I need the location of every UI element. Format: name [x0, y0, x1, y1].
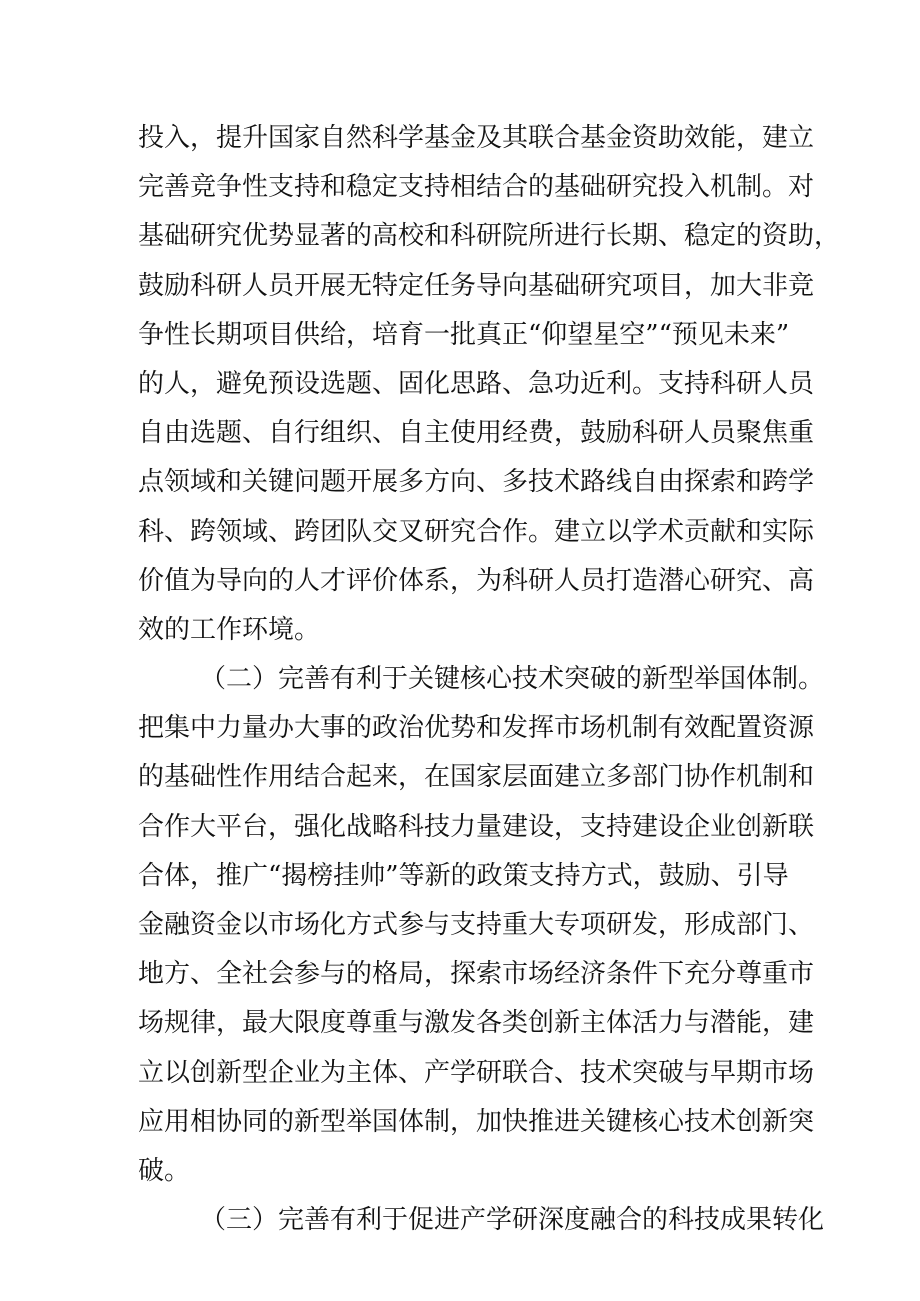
- paragraph-line: 的人，避免预设选题、固化思路、急功近利。支持科研人员: [138, 368, 815, 399]
- paragraph-line: 基础研究优势显著的高校和科研院所进行长期、稳定的资助，: [138, 221, 841, 252]
- paragraph-line: 把集中力量办大事的政治优势和发挥市场机制有效配置资源: [138, 713, 815, 744]
- paragraph-line: 自由选题、自行组织、自主使用经费，鼓励科研人员聚焦重: [138, 418, 815, 449]
- document-body: [138, 114, 841, 1245]
- paragraph-line: 合体，推广“揭榜挂帅”等新的政策支持方式，鼓励、引导: [138, 860, 789, 891]
- paragraph-line: 争性长期项目供给，培育一批真正“仰望星空”“预见未来”: [138, 319, 790, 350]
- paragraph-line: 破。: [138, 1155, 191, 1186]
- paragraph-line: 合作大平台，强化战略科技力量建设，支持建设企业创新联: [138, 811, 815, 842]
- paragraph-line: 的基础性作用结合起来，在国家层面建立多部门协作机制和: [138, 762, 815, 793]
- section-heading-line: （二）完善有利于关键核心技术突破的新型举国体制。: [200, 664, 825, 695]
- section-heading-line: （三）完善有利于促进产学研深度融合的科技成果转化: [200, 1205, 825, 1236]
- paragraph-line: 科、跨领域、跨团队交叉研究合作。建立以学术贡献和实际: [138, 516, 815, 547]
- paragraph-line: 应用相协同的新型举国体制，加快推进关键核心技术创新突: [138, 1106, 815, 1137]
- paragraph-line: 投入，提升国家自然科学基金及其联合基金资助效能，建立: [138, 123, 815, 153]
- paragraph-line: 金融资金以市场化方式参与支持重大专项研发，形成部门、: [138, 910, 815, 940]
- paragraph-line: 价值为导向的人才评价体系，为科研人员打造潜心研究、高: [138, 565, 815, 596]
- paragraph-line: 点领域和关键问题开展多方向、多技术路线自由探索和跨学: [138, 467, 815, 498]
- paragraph-line: 完善竞争性支持和稳定支持相结合的基础研究投入机制。对: [138, 172, 815, 203]
- paragraph-line: 立以创新型企业为主体、产学研联合、技术突破与早期市场: [138, 1057, 815, 1088]
- paragraph-line: 地方、全社会参与的格局，探索市场经济条件下充分尊重市: [138, 959, 815, 990]
- paragraph-line: 鼓励科研人员开展无特定任务导向基础研究项目，加大非竞: [138, 270, 815, 301]
- paragraph-line: 场规律，最大限度尊重与激发各类创新主体活力与潜能，建: [138, 1008, 815, 1039]
- paragraph-line: 效的工作环境。: [138, 614, 321, 645]
